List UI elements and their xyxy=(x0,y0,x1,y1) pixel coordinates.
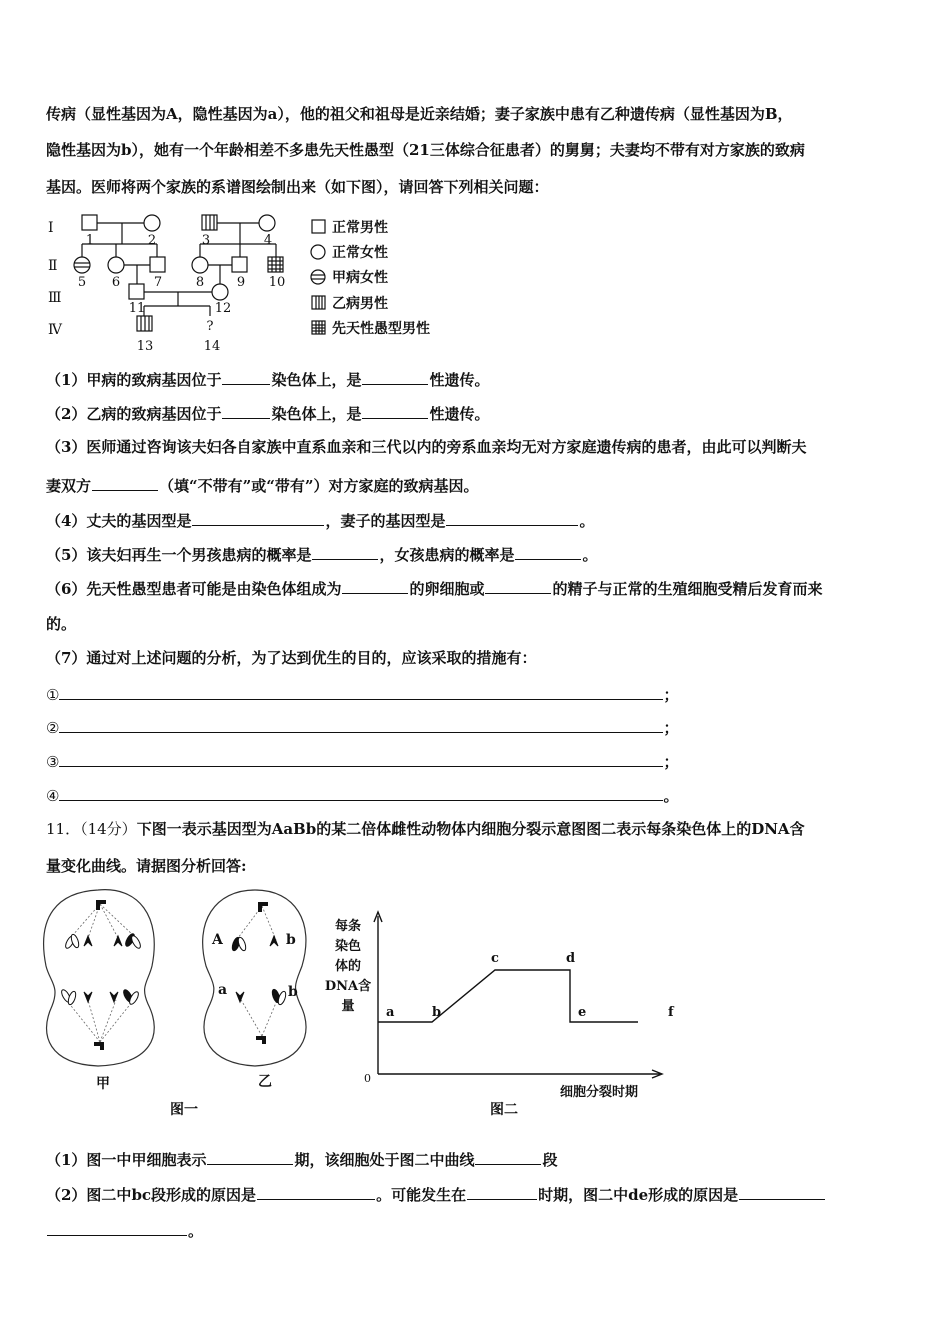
measure-4: ④ 。 xyxy=(46,784,906,806)
gene-label-b-top: b xyxy=(286,932,296,948)
yi-centrosome-bottom xyxy=(256,1036,266,1044)
q10-item-7: （7）通过对上述问题的分析，为了达到优生的目的，应该采取的措施有： xyxy=(46,649,537,667)
point-label-d: d xyxy=(566,951,576,966)
intro-line-1: 传病（显性基因为A，隐性基因为a），他的祖父和祖母是近亲结婚；妻子家族中患有乙种遗传病（显性基因为B， xyxy=(46,105,793,123)
q11-2-blank-3-cont[interactable] xyxy=(47,1219,187,1236)
individual-5-affected-a xyxy=(74,257,90,273)
q6-blank-1[interactable] xyxy=(342,577,408,594)
q10-item-6: （6）先天性愚型患者可能是由染色体组成为 的卵细胞或 的精子与正常的生殖细胞受精后发育而来 xyxy=(46,577,906,599)
q2-blank-1[interactable] xyxy=(222,402,270,419)
individual-12 xyxy=(212,284,228,300)
individual-2 xyxy=(144,215,160,231)
individual-8 xyxy=(192,257,208,273)
figure-1-cells xyxy=(40,886,330,1120)
q10-item-5: （5）该夫妇再生一个男孩患病的概率是 ，女孩患病的概率是 。 xyxy=(46,543,906,565)
unknown-14: ? xyxy=(206,319,214,334)
chromosome-yi-3 xyxy=(236,992,244,1002)
num-7: 7 xyxy=(153,275,163,290)
q1-blank-1[interactable] xyxy=(222,368,270,385)
measure-3-blank[interactable] xyxy=(59,750,663,767)
num-10: 10 xyxy=(268,275,286,290)
q6-blank-2[interactable] xyxy=(485,577,551,594)
q10-item-6-end: 的。 xyxy=(46,615,77,633)
q11-item-2-end: 。 xyxy=(46,1219,906,1241)
q11-1-blank-2[interactable] xyxy=(475,1148,541,1165)
individual-11 xyxy=(129,284,144,299)
jia-centrosome-bottom xyxy=(94,1042,104,1050)
ylabel-line-5: 量 xyxy=(341,999,355,1014)
xlabel: 细胞分裂时期 xyxy=(560,1085,639,1100)
num-4: 4 xyxy=(263,233,273,248)
individual-6 xyxy=(108,257,124,273)
q5-blank-2[interactable] xyxy=(515,543,581,560)
q11-line-2: 量变化曲线。请据图分析回答: xyxy=(46,857,247,875)
q11-item-2: （2）图二中bc段形成的原因是 。可能发生在 时期，图二中de形成的原因是 xyxy=(46,1183,906,1205)
individual-9 xyxy=(232,257,247,272)
q4-blank-1[interactable] xyxy=(192,509,324,526)
num-11: 11 xyxy=(128,301,146,316)
chromosome-jia-3 xyxy=(114,936,122,946)
q4-blank-2[interactable] xyxy=(446,509,578,526)
point-label-b: b xyxy=(432,1005,442,1020)
legend-disease-b-male: 乙病男性 xyxy=(332,296,388,312)
measure-2-blank[interactable] xyxy=(59,716,663,733)
measure-4-blank[interactable] xyxy=(59,784,663,801)
q10-item-4: （4）丈夫的基因型是 ，妻子的基因型是 。 xyxy=(46,509,906,531)
num-12: 12 xyxy=(214,301,232,316)
legend-disease-a-female-icon xyxy=(311,270,325,284)
cell-jia-membrane xyxy=(44,890,155,1066)
chromosome-jia-6 xyxy=(84,992,92,1002)
num-1: 1 xyxy=(85,233,95,248)
num-9: 9 xyxy=(236,275,246,290)
legend-down-syndrome-male: 先天性愚型男性 xyxy=(332,321,430,337)
measure-1: ① ； xyxy=(46,683,906,705)
individual-4 xyxy=(259,215,275,231)
q2-blank-2[interactable] xyxy=(362,402,428,419)
intro-line-2: 隐性基因为b），她有一个年龄相差不多患先天性愚型（21三体综合征患者）的舅舅；夫妻均不带有对方家族的致病 xyxy=(46,141,805,159)
ylabel-line-3: 体的 xyxy=(334,959,362,974)
legend-disease-a-female: 甲病女性 xyxy=(332,270,388,286)
gen-label-4: Ⅳ xyxy=(48,322,62,338)
gen-label-2: Ⅱ xyxy=(48,258,58,274)
q11-2-blank-3[interactable] xyxy=(739,1183,825,1200)
q3-blank[interactable] xyxy=(92,474,158,491)
q11-line-1: 11．（14分）下图一表示基因型为AaBb的某二倍体雌性动物体内细胞分裂示意图图二表示每条染色体上的DNA含 xyxy=(46,820,805,838)
cell-yi-label: 乙 xyxy=(258,1074,272,1090)
gene-label-A: A xyxy=(212,932,223,948)
q10-item-1: （1）甲病的致病基因位于 染色体上，是 性遗传。 xyxy=(46,368,906,390)
num-8: 8 xyxy=(195,275,205,290)
num-14: 14 xyxy=(203,339,221,354)
ylabel-line-1: 每条 xyxy=(334,919,362,934)
point-label-e: e xyxy=(578,1005,587,1020)
individual-7 xyxy=(150,257,165,272)
legend-normal-male-icon xyxy=(312,220,325,233)
point-label-f: f xyxy=(668,1005,674,1020)
num-13: 13 xyxy=(136,339,154,354)
q11-1-blank-1[interactable] xyxy=(207,1148,293,1165)
point-label-c: c xyxy=(491,951,499,966)
legend-normal-female-icon xyxy=(311,245,325,259)
q1-blank-2[interactable] xyxy=(362,368,428,385)
figure-2-chart xyxy=(320,910,674,1120)
q11-item-1: （1）图一中甲细胞表示 期，该细胞处于图二中曲线 段 xyxy=(46,1148,906,1170)
gen-label-3: Ⅲ xyxy=(48,290,62,306)
gene-label-a: a xyxy=(218,982,228,998)
num-2: 2 xyxy=(147,233,157,248)
figure-1-caption: 图一 xyxy=(170,1102,198,1118)
chromosome-yi-2 xyxy=(270,936,278,946)
measure-3: ③ ； xyxy=(46,750,906,772)
intro-line-3: 基因。医师将两个家族的系谱图绘制出来（如下图），请回答下列相关问题： xyxy=(46,178,549,196)
q10-item-3-line-1: （3）医师通过咨询该夫妇各自家族中直系血亲和三代以内的旁系血亲均无对方家庭遗传病的患者，由此可以判断夫 xyxy=(46,438,807,456)
measure-1-blank[interactable] xyxy=(59,683,663,700)
cell-jia-label: 甲 xyxy=(96,1076,110,1092)
point-label-a: a xyxy=(386,1005,395,1020)
q11-2-blank-2[interactable] xyxy=(467,1183,537,1200)
q11-2-blank-1[interactable] xyxy=(257,1183,375,1200)
chromosome-jia-7 xyxy=(110,992,118,1002)
q10-item-3-line-2: 妻双方 （填“不带有”或“带有”）对方家庭的致病基因。 xyxy=(46,474,906,496)
legend-normal-female: 正常女性 xyxy=(332,245,388,261)
measure-2: ② ； xyxy=(46,716,906,738)
dna-curve xyxy=(378,970,638,1022)
gen-label-1: Ⅰ xyxy=(48,220,54,236)
ylabel-line-2: 染色 xyxy=(334,939,362,954)
num-6: 6 xyxy=(111,275,121,290)
ylabel-line-4: DNA含 xyxy=(324,979,372,994)
pedigree-chart xyxy=(40,206,460,358)
chromosome-jia-2 xyxy=(84,936,92,946)
yi-centrosome-top xyxy=(258,902,268,912)
num-5: 5 xyxy=(77,275,87,290)
num-3: 3 xyxy=(201,233,211,248)
individual-1 xyxy=(82,215,97,230)
q10-item-2: （2）乙病的致病基因位于 染色体上，是 性遗传。 xyxy=(46,402,906,424)
origin-label: 0 xyxy=(364,1072,371,1085)
gene-label-b-bottom: b xyxy=(288,984,298,1000)
legend-normal-male: 正常男性 xyxy=(332,220,388,236)
q5-blank-1[interactable] xyxy=(312,543,378,560)
figure-2-caption: 图二 xyxy=(490,1102,518,1118)
